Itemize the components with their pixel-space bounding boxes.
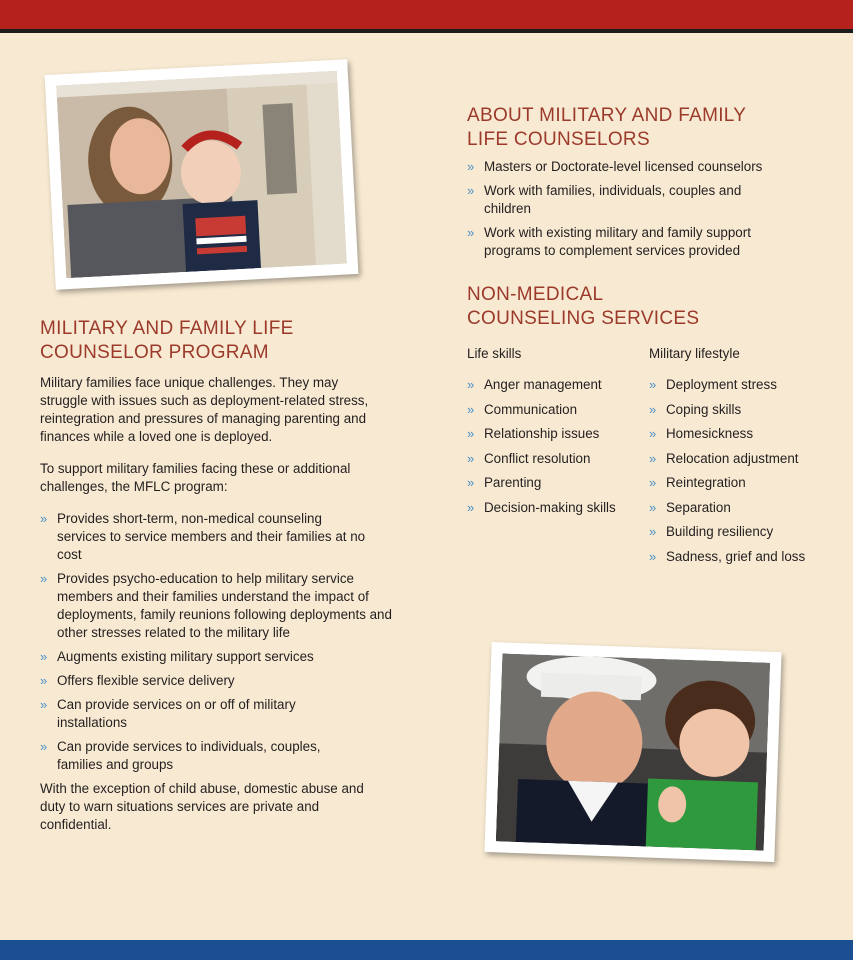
chevron-bullet-icon: » bbox=[467, 377, 475, 392]
photo-sailor-and-child-image bbox=[496, 653, 770, 850]
military-lifestyle-item: » Deployment stress bbox=[649, 377, 777, 392]
about-heading bbox=[467, 104, 807, 152]
program-heading bbox=[40, 317, 390, 365]
about-section bbox=[467, 104, 807, 260]
chevron-bullet-icon: » bbox=[649, 475, 657, 490]
chevron-bullet-icon: » bbox=[467, 159, 475, 174]
top-black-rule bbox=[0, 29, 853, 33]
nonmedical-heading-line2: COUNSELING SERVICES bbox=[467, 308, 700, 329]
program-item: » Augments existing military support services bbox=[40, 649, 314, 664]
sailor-child-illustration bbox=[496, 653, 770, 850]
chevron-bullet-icon: » bbox=[649, 377, 657, 392]
program-heading-line1: MILITARY AND FAMILY LIFE bbox=[40, 318, 294, 339]
program-intro: Military families face unique challenges. They may struggle with issues such as deployment-related stress, reintegration and pressures of managing parenting and finances while a loved one is deployed. bbox=[40, 375, 369, 444]
program-item: » Can provide services to individuals, couples, families and groups bbox=[40, 739, 321, 772]
military-lifestyle-item: » Building resiliency bbox=[649, 524, 774, 539]
chevron-bullet-icon: » bbox=[649, 426, 657, 441]
military-lifestyle-item: » Coping skills bbox=[649, 401, 742, 417]
mother-baby-illustration bbox=[56, 71, 347, 278]
program-heading-line2: COUNSELOR PROGRAM bbox=[40, 342, 269, 363]
military-lifestyle-item: » Separation bbox=[649, 499, 731, 515]
chevron-bullet-icon: » bbox=[40, 649, 48, 664]
chevron-bullet-icon: » bbox=[40, 571, 48, 586]
top-red-band bbox=[0, 0, 853, 29]
bottom-blue-band bbox=[0, 940, 853, 960]
photo-mother-and-baby bbox=[45, 59, 359, 290]
chevron-bullet-icon: » bbox=[467, 475, 475, 490]
military-lifestyle-column bbox=[649, 345, 844, 566]
chevron-bullet-icon: » bbox=[467, 183, 475, 198]
program-section bbox=[40, 317, 390, 834]
nonmedical-heading-line1: NON-MEDICAL bbox=[467, 284, 604, 305]
chevron-bullet-icon: » bbox=[649, 548, 657, 564]
about-heading-line1: ABOUT MILITARY AND FAMILY bbox=[467, 105, 747, 126]
about-heading-line2: LIFE COUNSELORS bbox=[467, 129, 650, 150]
chevron-bullet-icon: » bbox=[40, 511, 48, 526]
about-item: » Work with existing military and family support programs to complement services provided bbox=[467, 225, 751, 258]
life-skills-item: » Decision-making skills bbox=[467, 499, 616, 515]
military-lifestyle-item: » Sadness, grief and loss bbox=[649, 548, 806, 564]
military-lifestyle-title: Military lifestyle bbox=[649, 346, 740, 361]
nonmedical-heading bbox=[467, 283, 837, 331]
chevron-bullet-icon: » bbox=[649, 450, 657, 466]
chevron-bullet-icon: » bbox=[649, 524, 657, 539]
life-skills-item: » Relationship issues bbox=[467, 426, 600, 441]
chevron-bullet-icon: » bbox=[467, 401, 475, 417]
chevron-bullet-icon: » bbox=[40, 697, 48, 712]
military-lifestyle-item: » Homesickness bbox=[649, 426, 754, 441]
chevron-bullet-icon: » bbox=[40, 739, 48, 754]
life-skills-item: » Communication bbox=[467, 401, 578, 417]
chevron-bullet-icon: » bbox=[467, 450, 475, 466]
military-lifestyle-list bbox=[649, 376, 844, 566]
chevron-bullet-icon: » bbox=[40, 673, 48, 688]
program-closing: With the exception of child abuse, domestic abuse and duty to warn situations services are private and confidential. bbox=[40, 781, 364, 832]
photo-sailor-and-child bbox=[484, 642, 781, 862]
program-item: » Provides psycho-education to help military service members and their families understand the impact of deployments, family reunions following deployments and other stresses related to the military life bbox=[40, 571, 392, 640]
life-skills-list bbox=[467, 376, 647, 517]
program-list bbox=[40, 510, 390, 774]
life-skills-item: » Anger management bbox=[467, 377, 602, 392]
chevron-bullet-icon: » bbox=[467, 225, 475, 240]
about-list bbox=[467, 158, 807, 260]
photo-mother-and-baby-image bbox=[56, 71, 347, 278]
program-item: » Can provide services on or off of military installations bbox=[40, 697, 296, 730]
life-skills-column bbox=[467, 345, 647, 517]
program-item: » Offers flexible service delivery bbox=[40, 673, 235, 688]
program-support: To support military families facing these or additional challenges, the MFLC program: bbox=[40, 461, 351, 494]
military-lifestyle-item: » Reintegration bbox=[649, 475, 746, 490]
program-item: » Provides short-term, non-medical counseling services to service members and their families at no cost bbox=[40, 511, 366, 562]
about-item: » Masters or Doctorate-level licensed counselors bbox=[467, 159, 763, 174]
chevron-bullet-icon: » bbox=[649, 499, 657, 515]
life-skills-item: » Conflict resolution bbox=[467, 450, 591, 466]
military-lifestyle-item: » Relocation adjustment bbox=[649, 450, 799, 466]
chevron-bullet-icon: » bbox=[467, 426, 475, 441]
chevron-bullet-icon: » bbox=[649, 401, 657, 417]
nonmedical-section bbox=[467, 283, 837, 331]
life-skills-item: » Parenting bbox=[467, 475, 542, 490]
about-item: » Work with families, individuals, couples and children bbox=[467, 183, 742, 216]
life-skills-title: Life skills bbox=[467, 346, 522, 361]
chevron-bullet-icon: » bbox=[467, 499, 475, 515]
